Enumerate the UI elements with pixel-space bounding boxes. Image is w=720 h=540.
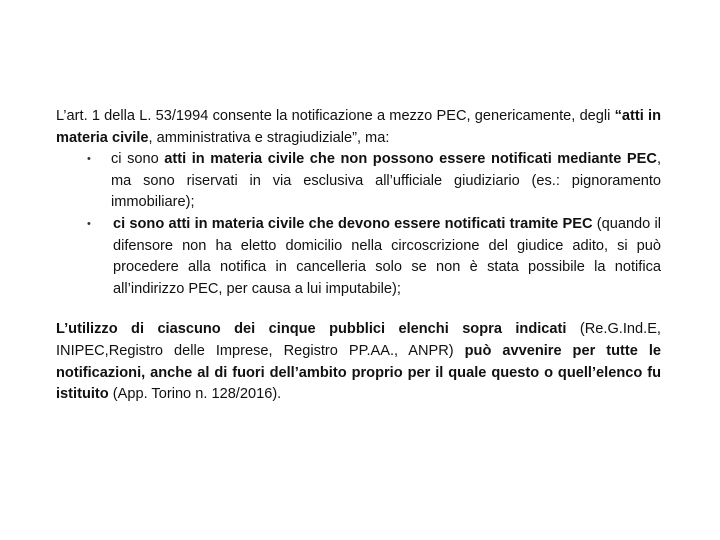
intro-text-1: L’art. 1 della L. 53/1994 consente la notificazione a mezzo PEC, genericamente, degli <box>56 108 615 124</box>
intro-paragraph <box>56 106 661 149</box>
bullet-2-text-1: (quando il difensore non ha eletto domicilio nella circoscrizione del giudice adito, si può procedere alla notifica in cancelleria solo se non è stata possibile la notifica all’indirizzo PEC, per causa a lui imputabile); <box>113 215 661 297</box>
intro-text-bold: “atti in materia civile <box>56 108 661 146</box>
bullet-1-text-1: ci sono <box>111 151 165 168</box>
second-text-1: (Re.G.Ind.E, INIPEC,Registro delle Imprese, Registro PP.AA., ANPR) <box>56 321 661 359</box>
bullet-2-text-bold: ci sono atti in materia civile che devono essere notificati tramite PEC <box>113 215 593 232</box>
second-paragraph <box>56 319 661 405</box>
bullet-marker: • <box>87 153 91 166</box>
second-text-bold-2: può avvenire per tutte le notificazioni, anche al di fuori dell’ambito proprio per il quale questo o quell’elenco fu istituito <box>56 342 661 403</box>
bullet-marker: • <box>87 217 91 230</box>
bullet-1-text-2: , ma sono riservati in via esclusiva all’ufficiale giudiziario (es.: pignoramento immobiliare); <box>111 151 661 211</box>
bullet-list <box>56 149 661 300</box>
second-text-bold-1: L’utilizzo di ciascuno dei cinque pubblici elenchi sopra indicati <box>56 321 567 338</box>
second-text-2: (App. Torino n. 128/2016). <box>108 386 282 403</box>
bullet-item-2 <box>56 214 661 300</box>
bullet-item-1 <box>56 149 661 214</box>
bullet-1-text-bold: atti in materia civile che non possono essere notificati mediante PEC <box>164 151 657 168</box>
intro-text-2: , amministrativa e stragiudiziale”, ma: <box>148 129 390 146</box>
slide-content <box>56 106 661 406</box>
